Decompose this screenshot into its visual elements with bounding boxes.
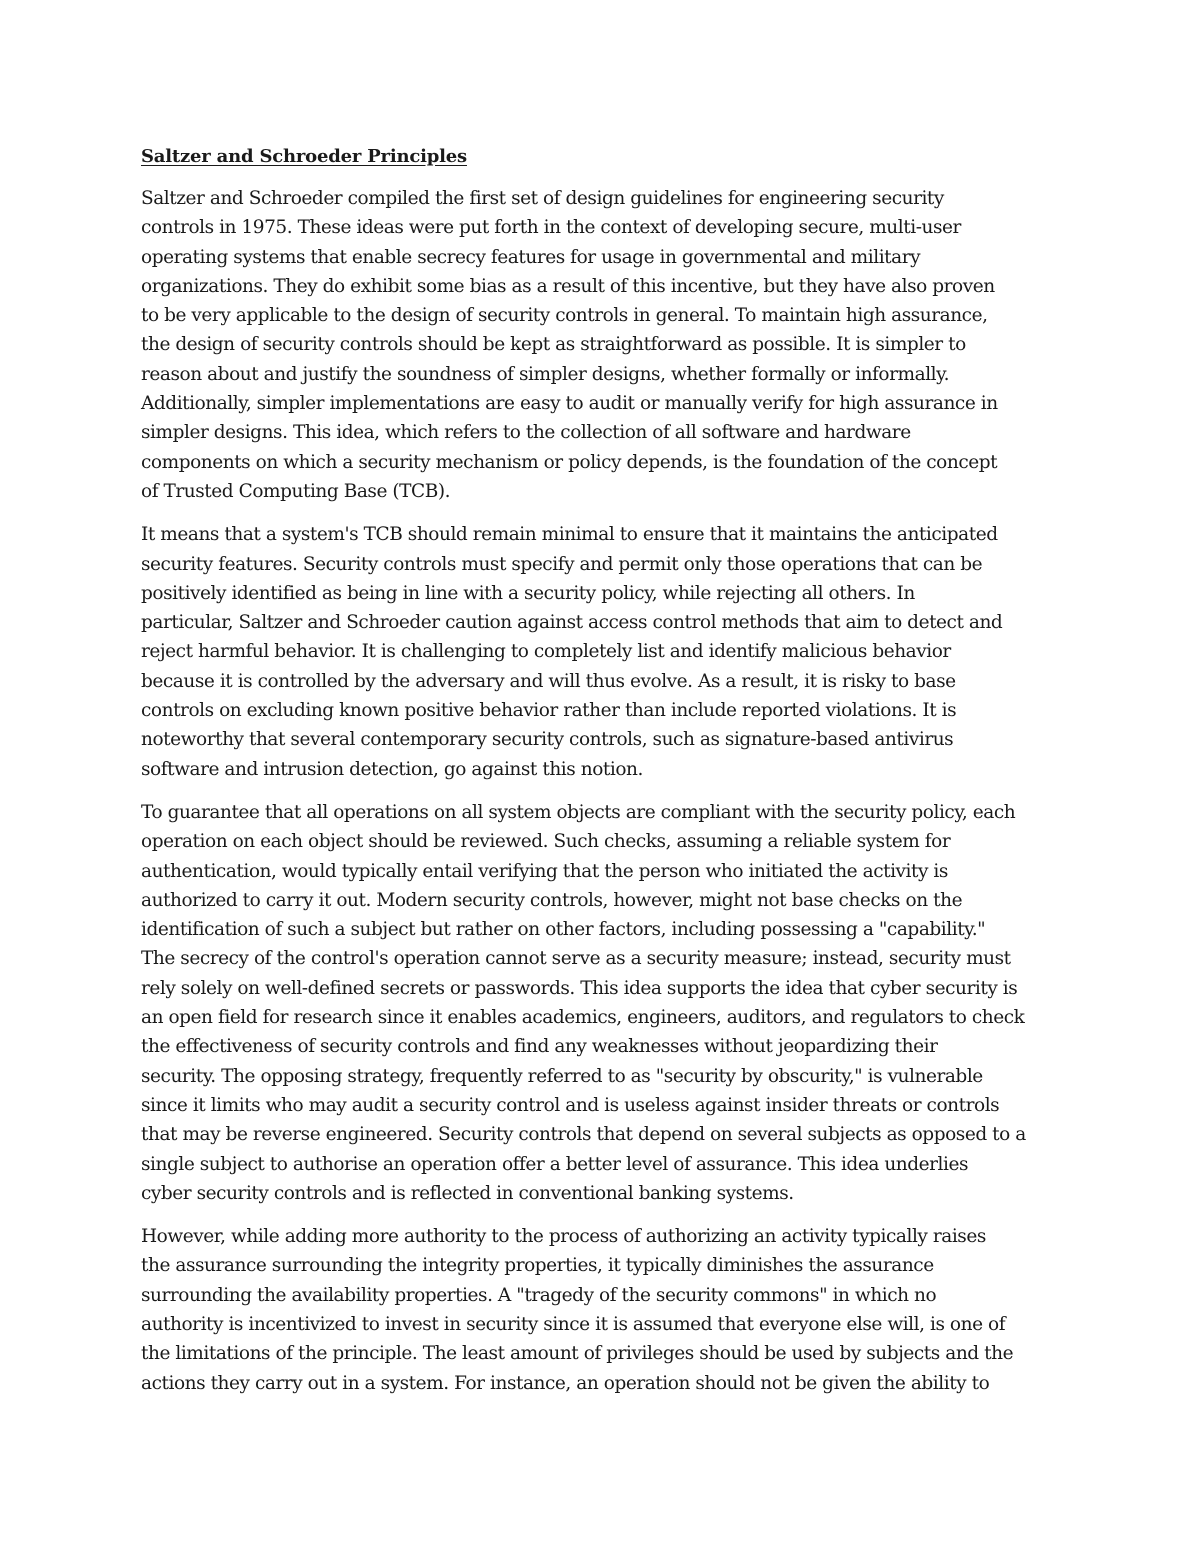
text-line: To guarantee that all operations on all system objects are compliant with the security policy, each [141,801,1016,823]
text-line: security. The opposing strategy, frequently referred to as "security by obscurity," is vulnerable [141,1065,983,1087]
text-line: that may be reverse engineered. Security controls that depend on several subjects as opposed to a [141,1124,1026,1146]
text-line: Additionally, simpler implementations are easy to audit or manually verify for high assurance in [141,393,998,415]
text-line: noteworthy that several contemporary security controls, such as signature-based antivirus [141,729,954,751]
text-line: components on which a security mechanism or policy depends, is the foundation of the concept [141,451,998,473]
text-line: controls on excluding known positive behavior rather than include reported violations. It is [141,700,957,722]
text-line: reason about and justify the soundness of simpler designs, whether formally or informally. [141,363,950,385]
text-line: However, while adding more authority to the process of authorizing an activity typically raises [141,1226,986,1248]
text-line: controls in 1975. These ideas were put forth in the context of developing secure, multi-user [141,217,961,239]
text-line: identification of such a subject but rather on other factors, including possessing a "capability." [141,919,986,941]
text-line: Saltzer and Schroeder compiled the first set of design guidelines for engineering security [141,188,944,209]
text-line: authorized to carry it out. Modern security controls, however, might not base checks on the [141,889,963,911]
document-body [141,143,1066,1412]
paragraph-4 [141,1222,1066,1398]
text-line: the limitations of the principle. The least amount of privileges should be used by subjects and the [141,1343,1014,1365]
text-line: to be very applicable to the design of security controls in general. To maintain high assurance, [141,305,988,327]
text-line: the effectiveness of security controls and find any weaknesses without jeopardizing their [141,1036,938,1058]
text-line: authority is incentivized to invest in security since it is assumed that everyone else will, is one of [141,1313,1006,1335]
text-line: the assurance surrounding the integrity properties, it typically diminishes the assurance [141,1255,934,1277]
text-line: rely solely on well-defined secrets or passwords. This idea supports the idea that cyber security is [141,977,1018,999]
text-line: an open field for research since it enables academics, engineers, auditors, and regulators to check [141,1007,1025,1029]
paragraph-3 [141,798,1066,1208]
text-line: the design of security controls should be kept as straightforward as possible. It is simpler to [141,334,966,356]
text-line: operation on each object should be reviewed. Such checks, assuming a reliable system for [141,831,951,853]
text-line: software and intrusion detection, go against this notion. [141,758,643,780]
text-line: actions they carry out in a system. For instance, an operation should not be given the ability to [141,1372,990,1394]
paragraph-2 [141,520,1066,784]
text-line: because it is controlled by the adversary and will thus evolve. As a result, it is risky to base [141,670,956,692]
document-title: Saltzer and Schroeder Principles [141,146,467,167]
paragraph-container [141,184,1066,1398]
text-line: It means that a system's TCB should remain minimal to ensure that it maintains the anticipated [141,524,998,546]
text-line: operating systems that enable secrecy features for usage in governmental and military [141,246,921,268]
text-line: reject harmful behavior. It is challenging to completely list and identify malicious behavior [141,641,951,663]
text-line: positively identified as being in line with a security policy, while rejecting all others. In [141,582,915,604]
text-line: since it limits who may audit a security control and is useless against insider threats or controls [141,1094,1000,1116]
text-line: single subject to authorise an operation offer a better level of assurance. This idea underlies [141,1153,969,1175]
text-line: cyber security controls and is reflected in conventional banking systems. [141,1182,794,1204]
text-line: particular, Saltzer and Schroeder caution against access control methods that aim to detect and [141,612,1003,634]
text-line: simpler designs. This idea, which refers to the collection of all software and hardware [141,422,911,444]
text-line: The secrecy of the control's operation cannot serve as a security measure; instead, security must [141,948,1011,970]
text-line: of Trusted Computing Base (TCB). [141,480,451,502]
text-line: authentication, would typically entail verifying that the person who initiated the activity is [141,860,948,882]
text-line: security features. Security controls must specify and permit only those operations that can be [141,553,983,575]
paragraph-1 [141,184,1066,506]
text-line: organizations. They do exhibit some bias as a result of this incentive, but they have also proven [141,275,995,297]
text-line: surrounding the availability properties. A "tragedy of the security commons" in which no [141,1284,937,1306]
